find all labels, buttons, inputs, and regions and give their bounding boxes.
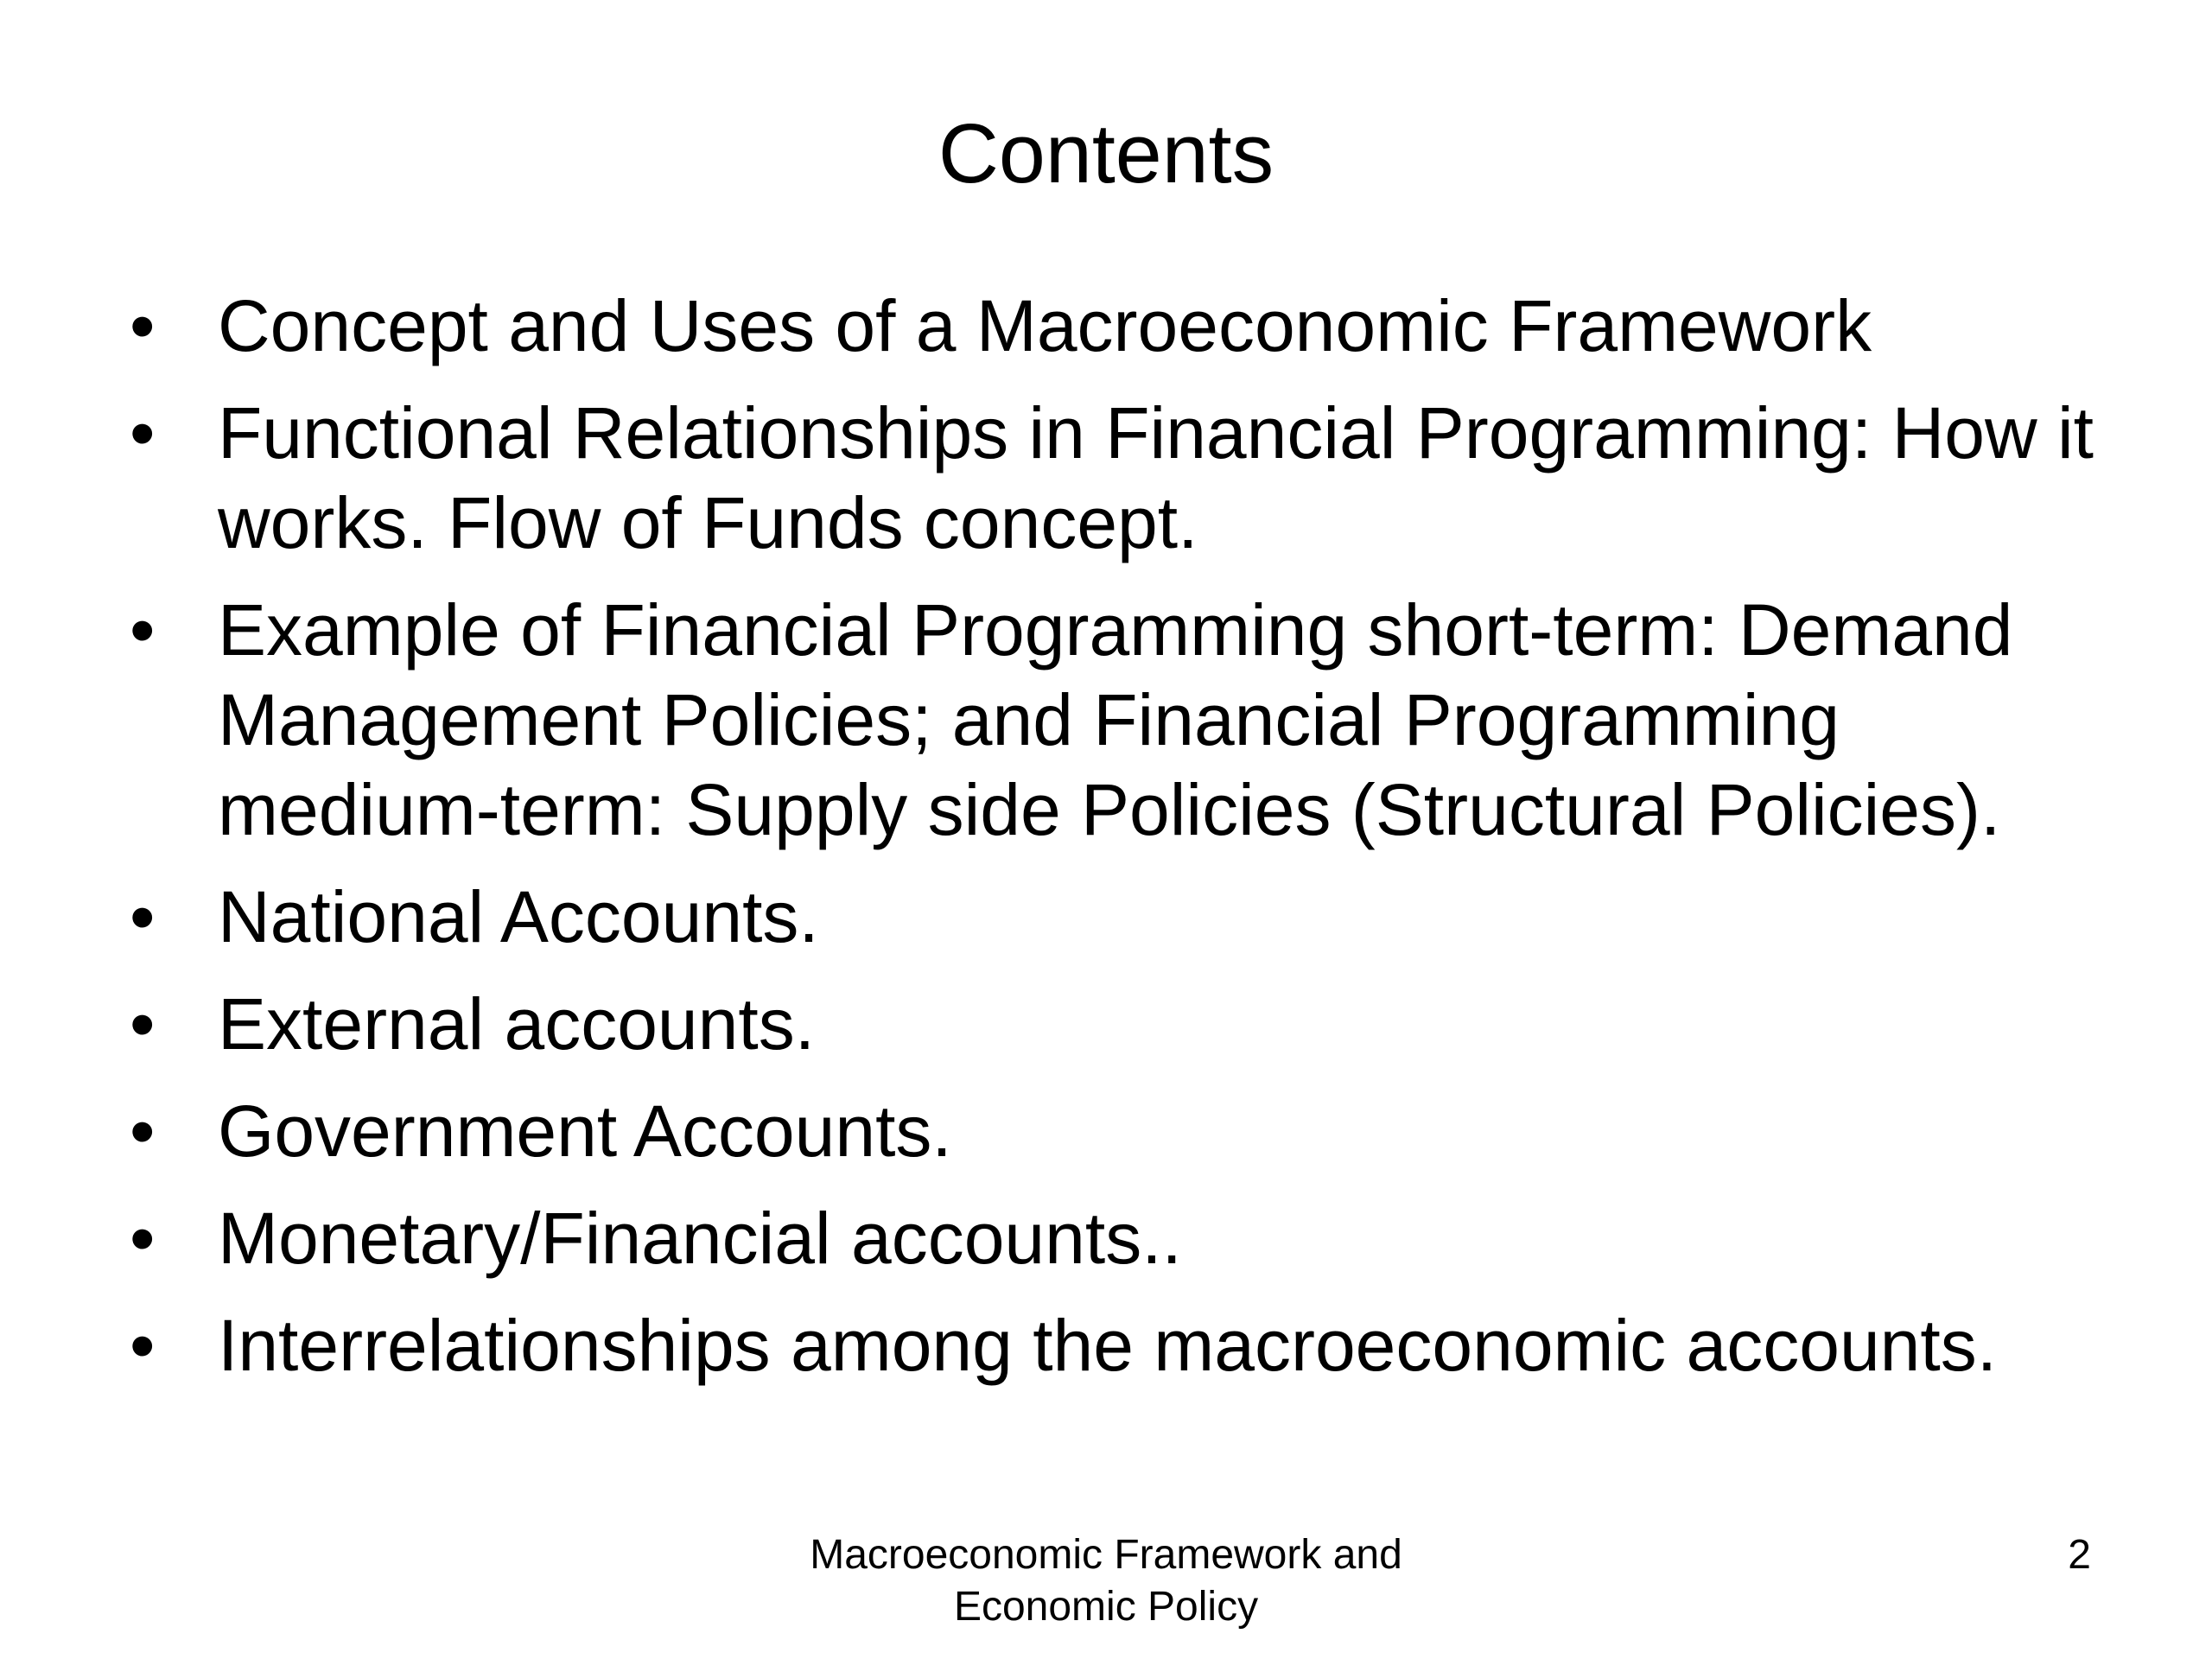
list-item-text: National Accounts. bbox=[218, 876, 819, 957]
list-item bbox=[130, 1193, 2117, 1283]
list-item bbox=[130, 388, 2117, 568]
bullet-icon: • bbox=[130, 285, 156, 366]
list-item-text: Concept and Uses of a Macroeconomic Framework bbox=[218, 285, 1872, 366]
list-item bbox=[130, 1086, 2117, 1176]
footer-line-2: Economic Policy bbox=[953, 1584, 1259, 1630]
list-item bbox=[130, 979, 2117, 1069]
list-item-text: Functional Relationships in Financial Programming: How it works. Flow of Funds concept. bbox=[218, 392, 2094, 563]
list-item-text: Government Accounts. bbox=[218, 1090, 952, 1172]
bullet-icon: • bbox=[130, 1198, 156, 1279]
list-item bbox=[130, 585, 2117, 855]
slide-footer bbox=[674, 1529, 1538, 1633]
bullet-icon: • bbox=[130, 876, 156, 957]
bullet-icon: • bbox=[130, 1305, 156, 1386]
list-item-text: Example of Financial Programming short-term: Demand Management Policies; and Financial Programming medium-term: Supply side Policies (Structural Policies). bbox=[218, 589, 2013, 850]
slide-title: Contents bbox=[938, 106, 1274, 200]
bullet-icon: • bbox=[130, 589, 156, 671]
list-item bbox=[130, 281, 2117, 371]
list-item-text: External accounts. bbox=[218, 983, 816, 1065]
bullet-icon: • bbox=[130, 1090, 156, 1172]
contents-list bbox=[130, 281, 2117, 1408]
page-number: 2 bbox=[2068, 1532, 2091, 1578]
bullet-icon: • bbox=[130, 983, 156, 1065]
bullet-icon: • bbox=[130, 392, 156, 474]
list-item bbox=[130, 1300, 2117, 1390]
list-item bbox=[130, 872, 2117, 962]
list-item-text: Interrelationships among the macroeconomic accounts. bbox=[218, 1305, 1998, 1386]
list-item-text: Monetary/Financial accounts.. bbox=[218, 1198, 1182, 1279]
footer-line-1: Macroeconomic Framework and bbox=[810, 1532, 1402, 1578]
